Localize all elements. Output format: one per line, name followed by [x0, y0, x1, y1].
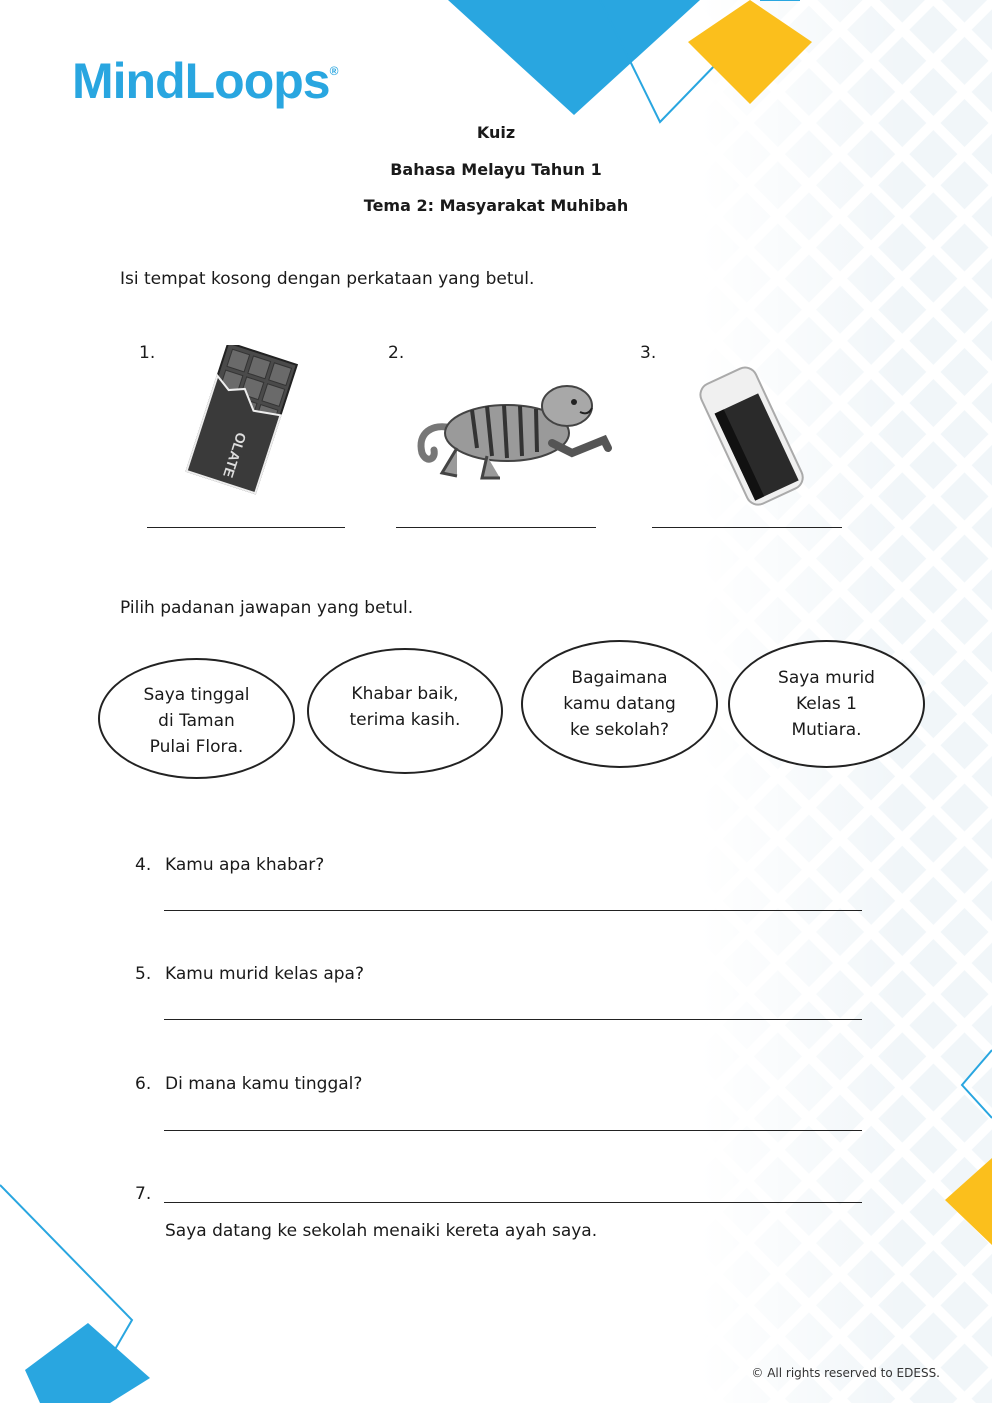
instruction-fill-blank: Isi tempat kosong dengan perkataan yang betul.	[120, 269, 535, 289]
item-number-1: 1.	[139, 343, 156, 363]
bubble-text-line: Bagaimana	[571, 668, 668, 688]
answer-bubble-1[interactable]	[98, 658, 295, 779]
mindloops-logo	[72, 52, 337, 110]
instruction-match: Pilih padanan jawapan yang betul.	[120, 598, 414, 618]
answer-line-5[interactable]	[164, 1019, 862, 1020]
chocolate-wrapper-label: OLATE	[220, 430, 250, 480]
registered-mark: ®	[329, 64, 338, 78]
question-text: Kamu apa khabar?	[165, 855, 325, 875]
answer-bubble-3[interactable]	[521, 640, 718, 768]
logo-text: MindLoops	[72, 53, 330, 109]
question-number: 7.	[135, 1184, 152, 1204]
bubble-text-line: Mutiara.	[791, 720, 862, 740]
subject-title: Bahasa Melayu Tahun 1	[390, 160, 602, 179]
bubble-text-line: di Taman	[158, 710, 235, 731]
copyright-notice: © All rights reserved to EDESS.	[751, 1366, 940, 1380]
eraser-picture	[690, 362, 815, 512]
answer-bubble-4[interactable]	[728, 640, 925, 768]
theme-title: Tema 2: Masyarakat Muhibah	[363, 196, 629, 215]
question-number: 5.	[135, 964, 152, 984]
bubble-text-line: Khabar baik,	[351, 684, 459, 704]
question-number: 6.	[135, 1074, 152, 1094]
bubble-text-line: ke sekolah?	[570, 720, 669, 740]
answer-line-1[interactable]	[147, 527, 345, 528]
question-5	[135, 964, 364, 984]
answer-line-2[interactable]	[396, 527, 596, 528]
tiger-picture	[412, 378, 617, 488]
bubble-text-line: Saya tinggal	[143, 684, 250, 705]
bubble-text-line: Kelas 1	[796, 694, 857, 714]
bubble-text-line: kamu datang	[563, 694, 676, 714]
question-7-statement: Saya datang ke sekolah menaiki kereta ayah saya.	[165, 1221, 598, 1241]
question-6	[135, 1074, 362, 1094]
bubble-text-line: terima kasih.	[349, 710, 461, 730]
answer-bubble-2[interactable]	[307, 648, 503, 774]
answer-line-4[interactable]	[164, 910, 862, 911]
item-number-3: 3.	[640, 343, 657, 363]
question-4	[135, 855, 324, 875]
question-text: Di mana kamu tinggal?	[165, 1074, 363, 1094]
answer-line-7[interactable]	[164, 1202, 862, 1203]
item-number-2: 2.	[388, 343, 405, 363]
page-title: Kuiz	[476, 123, 516, 142]
chocolate-bar-picture	[180, 345, 300, 495]
bubble-text-line: Pulai Flora.	[149, 736, 244, 757]
answer-line-3[interactable]	[652, 527, 842, 528]
question-7	[135, 1184, 165, 1204]
question-text: Kamu murid kelas apa?	[165, 964, 364, 984]
question-number: 4.	[135, 855, 152, 875]
bubble-text-line: Saya murid	[778, 668, 875, 688]
answer-line-6[interactable]	[164, 1130, 862, 1131]
blue-triangle-shape	[448, 0, 700, 115]
